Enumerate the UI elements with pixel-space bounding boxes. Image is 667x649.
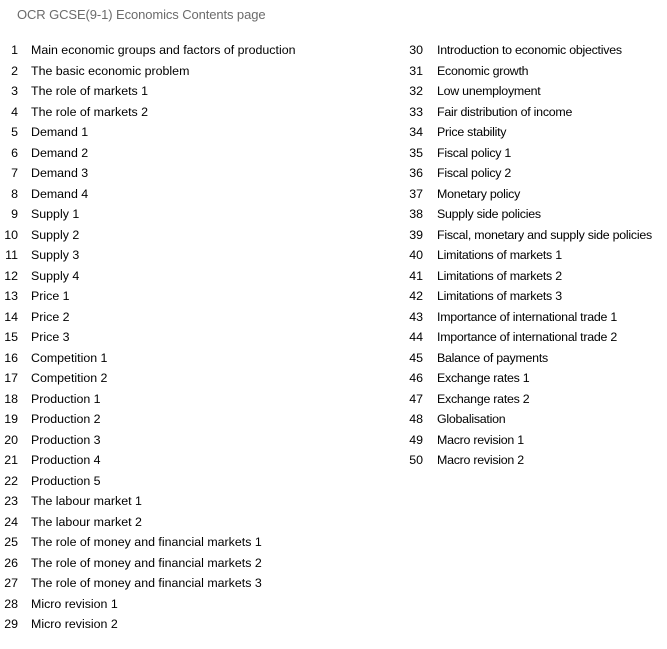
entry-title: Supply 2 xyxy=(31,227,80,242)
entry-title: Supply 1 xyxy=(31,207,80,221)
entry-title: Fiscal, monetary and supply side policies xyxy=(437,227,652,242)
contents-entry xyxy=(405,266,667,287)
contents-entry xyxy=(405,204,667,225)
entry-title: The role of money and financial markets 1 xyxy=(31,535,262,549)
contents-entry xyxy=(405,409,667,430)
entry-title: Introduction to economic objectives xyxy=(437,43,622,57)
contents-entry xyxy=(405,368,667,389)
entry-title: Importance of international trade 1 xyxy=(437,309,617,324)
entry-number: 45 xyxy=(409,350,423,365)
entry-title: Macro revision 2 xyxy=(437,453,524,467)
entry-number: 38 xyxy=(409,207,423,221)
entry-number: 4 xyxy=(11,104,18,119)
contents-entry xyxy=(405,450,667,471)
contents-entry xyxy=(405,81,667,102)
entry-number: 24 xyxy=(4,514,18,529)
entry-number: 16 xyxy=(4,350,18,365)
contents-list-left xyxy=(0,40,400,635)
contents-entry xyxy=(0,573,400,594)
contents-entry xyxy=(405,40,667,61)
contents-entry xyxy=(405,245,667,266)
entry-title: Monetary policy xyxy=(437,186,521,201)
entry-title: Low unemployment xyxy=(437,84,541,98)
contents-entry xyxy=(0,61,400,82)
entry-title: Exchange rates 1 xyxy=(437,371,530,385)
entry-title: Supply side policies xyxy=(437,207,541,221)
entry-title: The role of money and financial markets 3 xyxy=(31,576,262,590)
entry-number: 44 xyxy=(409,330,423,344)
contents-entry xyxy=(0,163,400,184)
entry-title: The role of money and financial markets 2 xyxy=(31,555,262,570)
contents-entry xyxy=(405,389,667,410)
entry-number: 12 xyxy=(4,268,18,283)
entry-number: 23 xyxy=(4,494,18,508)
contents-entry xyxy=(0,286,400,307)
entry-title: Price stability xyxy=(437,125,507,139)
entry-title: Limitations of markets 3 xyxy=(437,289,562,303)
entry-number: 29 xyxy=(4,617,18,631)
entry-title: The labour market 1 xyxy=(31,494,142,508)
entry-number: 7 xyxy=(11,166,18,180)
entry-number: 50 xyxy=(409,453,423,467)
contents-entry xyxy=(405,143,667,164)
contents-entry xyxy=(0,184,400,205)
entry-title: Production 4 xyxy=(31,453,101,467)
entry-number: 34 xyxy=(409,125,423,139)
contents-entry xyxy=(0,553,400,574)
contents-entry xyxy=(405,327,667,348)
entry-title: Demand 2 xyxy=(31,145,89,160)
entry-title: Demand 3 xyxy=(31,166,89,180)
contents-entry xyxy=(0,81,400,102)
entry-title: Production 5 xyxy=(31,473,101,488)
entry-number: 20 xyxy=(4,432,18,447)
entry-number: 1 xyxy=(11,43,18,57)
entry-number: 47 xyxy=(409,391,423,406)
entry-title: Macro revision 1 xyxy=(437,432,524,447)
entry-title: Fiscal policy 1 xyxy=(437,145,512,160)
entry-title: Production 2 xyxy=(31,412,101,426)
entry-number: 41 xyxy=(409,268,423,283)
entry-title: Supply 3 xyxy=(31,248,80,262)
entry-number: 8 xyxy=(11,186,18,201)
entry-number: 35 xyxy=(409,145,423,160)
contents-entry xyxy=(0,368,400,389)
entry-title: Economic growth xyxy=(437,63,529,78)
entry-number: 43 xyxy=(409,309,423,324)
contents-entry xyxy=(0,204,400,225)
entry-number: 22 xyxy=(4,473,18,488)
entry-title: Competition 1 xyxy=(31,350,108,365)
entry-title: Price 2 xyxy=(31,309,70,324)
entry-title: Exchange rates 2 xyxy=(437,391,530,406)
contents-entry xyxy=(0,594,400,615)
contents-entry xyxy=(0,614,400,635)
entry-number: 10 xyxy=(4,227,18,242)
contents-entry xyxy=(405,307,667,328)
entry-number: 21 xyxy=(4,453,18,467)
entry-number: 27 xyxy=(4,576,18,590)
entry-number: 25 xyxy=(4,535,18,549)
entry-number: 48 xyxy=(409,412,423,426)
entry-title: Fiscal policy 2 xyxy=(437,166,512,180)
entry-number: 14 xyxy=(4,309,18,324)
entry-title: Production 3 xyxy=(31,432,101,447)
entry-number: 13 xyxy=(4,289,18,303)
contents-entry xyxy=(0,40,400,61)
entry-title: The basic economic problem xyxy=(31,63,190,78)
contents-entry xyxy=(0,471,400,492)
entry-number: 32 xyxy=(409,84,423,98)
entry-title: The role of markets 2 xyxy=(31,104,149,119)
contents-entry xyxy=(405,348,667,369)
page-title: OCR GCSE(9-1) Economics Contents page xyxy=(17,7,266,22)
contents-entry xyxy=(0,307,400,328)
entry-number: 30 xyxy=(409,43,423,57)
entry-number: 9 xyxy=(11,207,18,221)
contents-entry xyxy=(405,184,667,205)
entry-number: 18 xyxy=(4,391,18,406)
entry-number: 49 xyxy=(409,432,423,447)
entry-number: 26 xyxy=(4,555,18,570)
entry-title: Demand 4 xyxy=(31,186,89,201)
entry-number: 11 xyxy=(5,248,18,262)
contents-entry xyxy=(0,430,400,451)
contents-entry xyxy=(0,327,400,348)
contents-entry xyxy=(0,122,400,143)
entry-title: Globalisation xyxy=(437,412,506,426)
contents-entry xyxy=(405,225,667,246)
contents-entry xyxy=(405,61,667,82)
entry-number: 2 xyxy=(11,63,18,78)
contents-list-right xyxy=(405,40,667,471)
entry-number: 37 xyxy=(409,186,423,201)
entry-title: Production 1 xyxy=(31,391,101,406)
entry-number: 31 xyxy=(409,63,423,78)
contents-entry xyxy=(405,122,667,143)
entry-number: 15 xyxy=(4,330,18,344)
contents-entry xyxy=(0,491,400,512)
contents-entry xyxy=(405,102,667,123)
entry-number: 6 xyxy=(11,145,18,160)
contents-entry xyxy=(0,225,400,246)
entry-title: Supply 4 xyxy=(31,268,80,283)
entry-title: Importance of international trade 2 xyxy=(437,330,617,344)
entry-title: The labour market 2 xyxy=(31,514,142,529)
contents-entry xyxy=(405,286,667,307)
entry-number: 40 xyxy=(409,248,423,262)
entry-title: Demand 1 xyxy=(31,125,89,139)
contents-entry xyxy=(0,389,400,410)
entry-title: Limitations of markets 2 xyxy=(437,268,562,283)
contents-entry xyxy=(0,532,400,553)
entry-number: 3 xyxy=(11,84,18,98)
contents-entry xyxy=(0,450,400,471)
entry-title: Balance of payments xyxy=(437,350,548,365)
entry-number: 39 xyxy=(409,227,423,242)
entry-title: Price 3 xyxy=(31,330,70,344)
contents-entry xyxy=(405,430,667,451)
entry-title: Limitations of markets 1 xyxy=(437,248,562,262)
entry-number: 17 xyxy=(4,371,18,385)
entry-title: Main economic groups and factors of production xyxy=(31,43,296,57)
entry-number: 46 xyxy=(409,371,423,385)
contents-entry xyxy=(0,102,400,123)
contents-entry xyxy=(0,245,400,266)
entry-number: 42 xyxy=(409,289,423,303)
entry-number: 36 xyxy=(409,166,423,180)
entry-title: Competition 2 xyxy=(31,371,108,385)
entry-title: Micro revision 2 xyxy=(31,617,118,631)
contents-entry xyxy=(0,266,400,287)
contents-entry xyxy=(0,143,400,164)
contents-entry xyxy=(0,348,400,369)
contents-entry xyxy=(0,409,400,430)
entry-number: 5 xyxy=(11,125,18,139)
contents-entry xyxy=(0,512,400,533)
contents-entry xyxy=(405,163,667,184)
entry-title: Fair distribution of income xyxy=(437,104,573,119)
entry-title: Micro revision 1 xyxy=(31,596,118,611)
entry-number: 19 xyxy=(4,412,18,426)
entry-title: Price 1 xyxy=(31,289,70,303)
entry-number: 28 xyxy=(4,596,18,611)
entry-number: 33 xyxy=(409,104,423,119)
entry-title: The role of markets 1 xyxy=(31,84,149,98)
